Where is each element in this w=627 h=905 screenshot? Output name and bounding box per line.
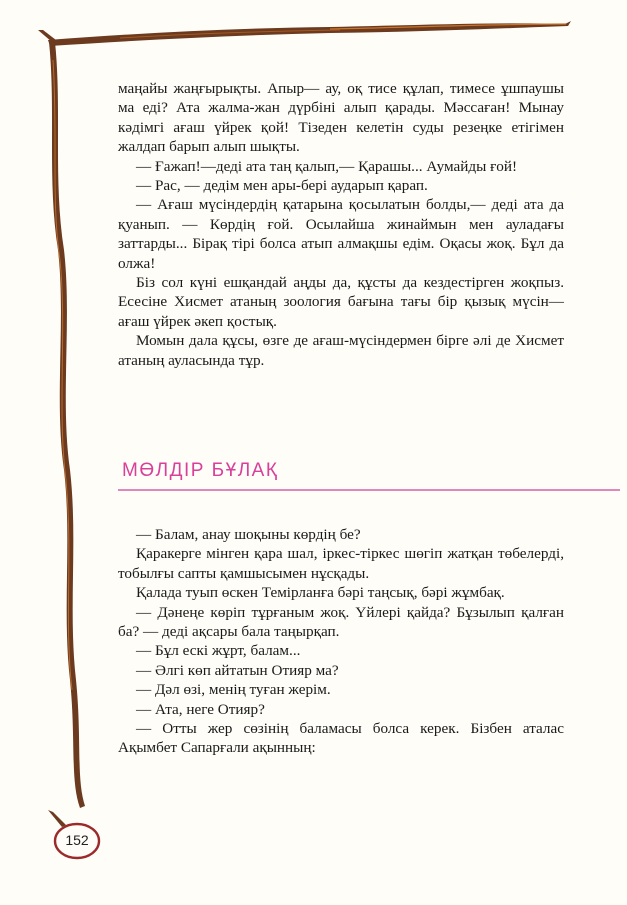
paragraph: — Дәнеңе көріп тұрғаным жоқ. Үйлері қайда? Бұзылып қалған ба? — деді ақсары бала таңырқап.: [118, 603, 564, 641]
twig: [38, 30, 56, 42]
paragraph: маңайы жаңғырықты. Апыр— ау, оқ тисе құлап, тимесе ұшпаушы ма еді? Ата жалма-жан дүрбіні алып қарады. Мәссаған! Мынау кәдімгі ағаш үйрек қой! Тізеден келетін суды резеңке етігімен жалдап барып алып шықты.: [118, 80, 564, 156]
paragraph: — Рас, — дедім мен ары-бері аударып қарап.: [136, 177, 428, 195]
paragraph: — Бұл ескі жұрт, балам...: [136, 642, 301, 660]
paragraph: — Отты жер сөзінің баламасы болса керек. Бізбен аталас Ақымбет Сапарғали ақынның:: [118, 720, 564, 757]
section-heading: МӨЛДІР БҰЛАҚ: [122, 460, 279, 481]
side-branch: [49, 42, 85, 808]
section-two-text: [118, 525, 564, 758]
paragraph: — Ата, неге Отияр?: [136, 700, 265, 718]
paragraph: — Дәл өзі, менің туған жерім.: [136, 681, 331, 699]
paragraph: — Ғажап!—деді ата таң қалып,— Қарашы... Аумайды ғой!: [136, 157, 518, 175]
paragraph: Қалада туып өскен Темірланға бәрі таңсық, бәрі жұмбақ.: [136, 584, 505, 602]
paragraph: Біз сол күні ешқандай аңды да, құсты да кездестірген жоқпыз. Есесіне Хисмет атаның зоология бағына тағы бір қызық мүсін— ағаш үйрек әкеп қостық.: [118, 274, 564, 330]
paragraph: Момын дала құсы, өзге де ағаш-мүсіндермен бірге әлі де Хисмет атаның ауласында тұр.: [118, 332, 564, 369]
paragraph: — Балам, анау шоқыны көрдің бе?: [136, 526, 361, 543]
paragraph: — Әлгі көп айтатын Отияр ма?: [136, 661, 339, 679]
page-number: 152: [65, 832, 89, 848]
paragraph: Қаракерге мінген қара шал, іркес-тіркес шөгіп жатқан төбелерді, тобылғы сапты қамшысымен нұсқады.: [118, 545, 564, 582]
heading-divider: [118, 489, 620, 491]
paragraph: — Ағаш мүсіндердің қатарына қосылатын болды,— деді ата да қуанып. — Көрдің ғой. Осылайша жинаймын мен ауладағы заттарды... Бірақ тірі болса атып алмақшы едім. Оқасы жоқ. Бұл да олжа!: [118, 196, 564, 272]
section-one-text: [118, 79, 564, 370]
